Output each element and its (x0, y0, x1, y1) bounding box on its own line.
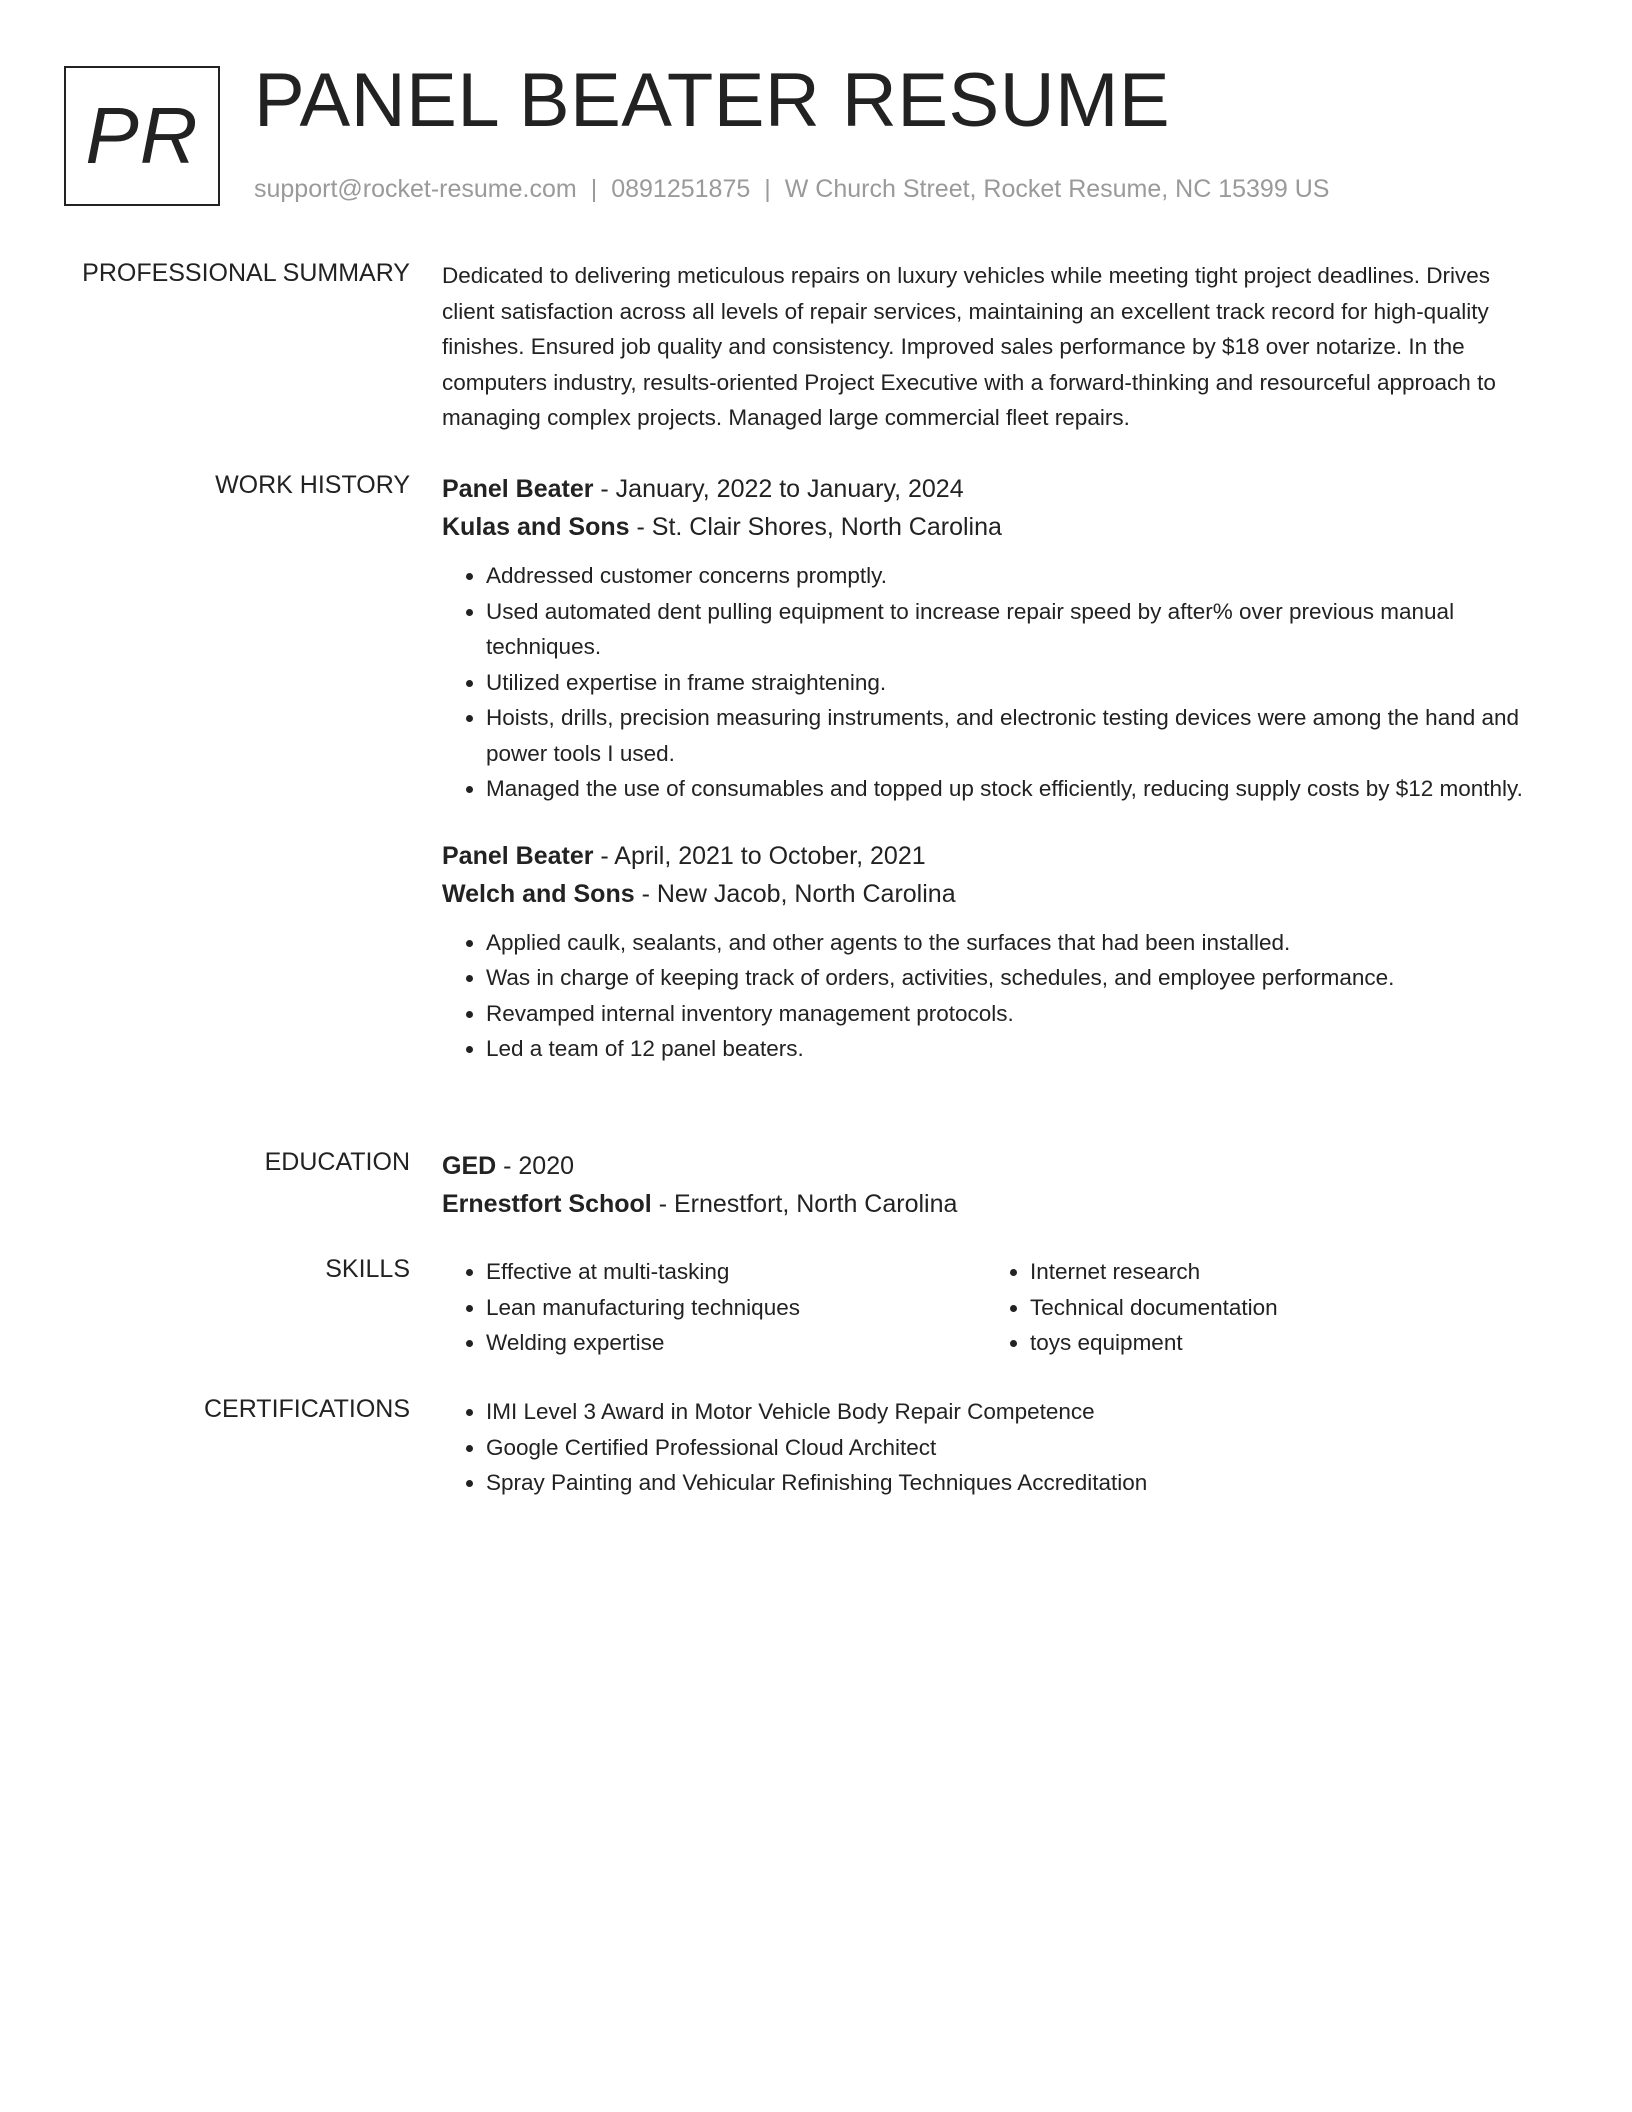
job-bullets (442, 558, 1542, 807)
list-item: • Was in charge of keeping track of orders, activities, schedules, and employee performance. (486, 960, 1542, 996)
list-item: • Led a team of 12 panel beaters. (486, 1031, 1542, 1067)
summary-label: PROFESSIONAL SUMMARY (82, 259, 410, 287)
job-company: Kulas and Sons (442, 513, 630, 541)
list-item: • IMI Level 3 Award in Motor Vehicle Body Repair Competence (486, 1394, 1542, 1430)
list-item: • Lean manufacturing techniques (486, 1290, 986, 1326)
education-body (442, 1147, 1542, 1223)
graduation-year: - 2020 (496, 1152, 575, 1180)
education-label: EDUCATION (264, 1148, 410, 1176)
job-location: - New Jacob, North Carolina (634, 879, 956, 908)
job-location: - St. Clair Shores, North Carolina (629, 513, 1002, 541)
school-line (442, 1185, 1542, 1223)
job-title: Panel Beater (442, 475, 594, 503)
list-item: • Utilized expertise in frame straightening. (486, 665, 1542, 701)
job-title: Panel Beater (442, 841, 594, 870)
contact-separator: | (764, 175, 771, 203)
contact-email: support@rocket-resume.com (254, 175, 577, 203)
work-history-body (442, 470, 1542, 1067)
list-item: • Addressed customer concerns promptly. (486, 558, 1542, 594)
job-dates: - January, 2022 to January, 2024 (593, 475, 964, 503)
contact-phone: 0891251875 (611, 175, 751, 203)
list-item: • Welding expertise (486, 1325, 986, 1361)
list-item: • Used automated dent pulling equipment to increase repair speed by after% over previous manual techniques. (486, 594, 1542, 665)
job-title-line (442, 837, 1542, 875)
certifications-body (442, 1394, 1542, 1501)
list-item: • Applied caulk, sealants, and other agents to the surfaces that had been installed. (486, 925, 1542, 961)
skills-list-right (986, 1254, 1530, 1361)
skills-label: SKILLS (325, 1255, 410, 1283)
job-title-line (442, 470, 1542, 508)
summary-body (442, 258, 1542, 436)
monogram-initials: PR (85, 91, 199, 180)
job-entry (442, 470, 1542, 807)
degree-line (442, 1147, 1542, 1185)
degree: GED (442, 1152, 497, 1180)
work-history-label: WORK HISTORY (215, 471, 410, 499)
certifications-label: CERTIFICATIONS (203, 1395, 410, 1423)
skills-body (442, 1254, 1542, 1361)
list-item: • Internet research (1030, 1254, 1530, 1290)
list-item: • Google Certified Professional Cloud Architect (486, 1430, 1542, 1466)
list-item: • toys equipment (1030, 1325, 1530, 1361)
job-company-line (442, 875, 1542, 913)
list-item: • Hoists, drills, precision measuring instruments, and electronic testing devices were among the hand and power tools I used. (486, 700, 1542, 771)
contact-address: W Church Street, Rocket Resume, NC 15399 US (784, 175, 1330, 203)
list-item: • Technical documentation (1030, 1290, 1530, 1326)
contact-separator: | (590, 175, 598, 203)
job-dates: - April, 2021 to October, 2021 (593, 841, 926, 870)
list-item: • Revamped internal inventory management protocols. (486, 996, 1542, 1032)
skills-list-left (442, 1254, 986, 1361)
school-name: Ernestfort School (442, 1190, 652, 1218)
certifications-list (442, 1394, 1542, 1501)
summary-text: Dedicated to delivering meticulous repairs on luxury vehicles while meeting tight project deadlines. Drives client satisfaction across all levels of repair services, maintaining an excellent track record for high-quality finishes. Ensured job quality and consistency. Improved sales performance by $18 over notarize. In the computers industry, results-oriented Project Executive with a forward-thinking and resourceful approach to managing complex projects. Managed large commercial fleet repairs. (442, 263, 1496, 430)
job-bullets (442, 925, 1542, 1067)
school-location: - Ernestfort, North Carolina (651, 1190, 958, 1218)
contact-line (254, 174, 1329, 204)
list-item: • Managed the use of consumables and topped up stock efficiently, reducing supply costs by $12 monthly. (486, 771, 1542, 807)
job-entry (442, 837, 1542, 1067)
job-company: Welch and Sons (442, 879, 635, 908)
monogram-box (64, 66, 220, 206)
list-item: • Spray Painting and Vehicular Refinishing Techniques Accreditation (486, 1465, 1542, 1501)
list-item: • Effective at multi-tasking (486, 1254, 986, 1290)
job-company-line (442, 508, 1542, 546)
resume-title: PANEL BEATER RESUME (254, 58, 1171, 143)
